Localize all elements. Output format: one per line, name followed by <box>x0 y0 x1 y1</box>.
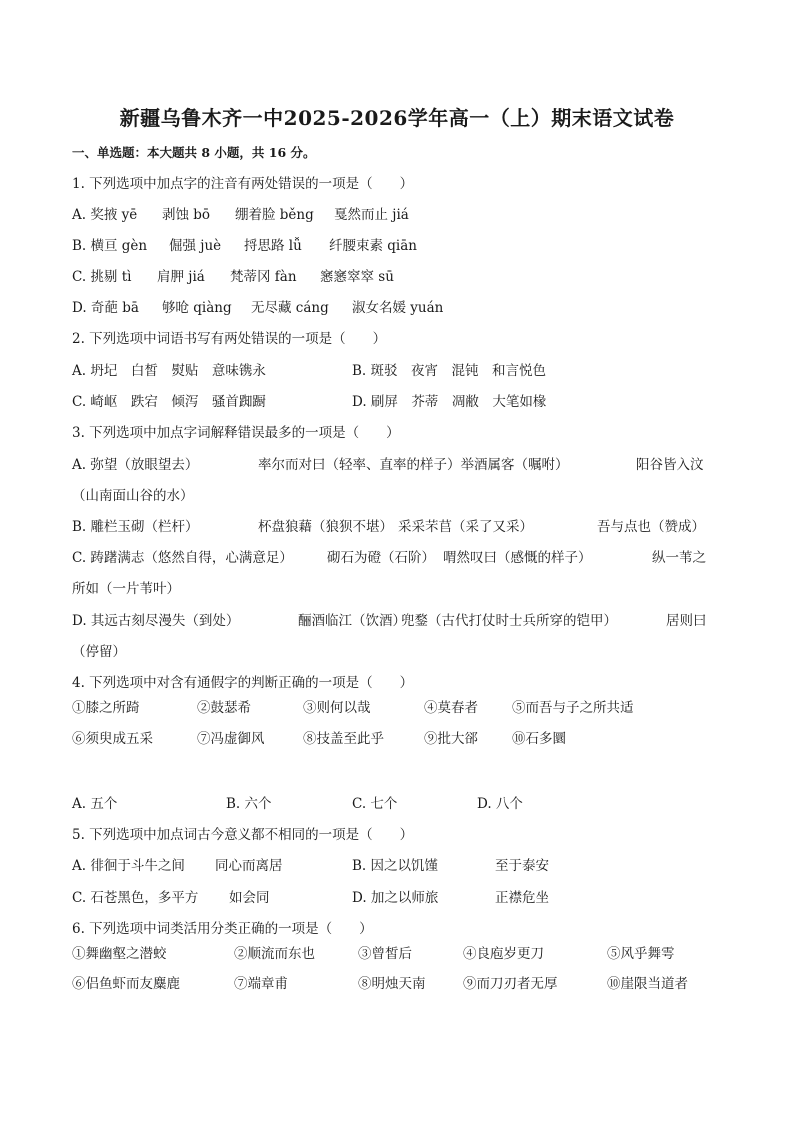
q4-item: ③则何以哉 <box>303 700 371 716</box>
q4-item: ⑨批大郤 <box>424 731 478 747</box>
q4-item: ⑦冯虚御风 <box>197 731 265 747</box>
q3-option-a: A. 弥望（放眼望去） <box>72 457 199 473</box>
q5-option-b: B. 因之以饥馑 <box>352 858 439 874</box>
q1-option-c-item: 梵蒂冈 fàn <box>230 269 297 285</box>
q6-item: ⑦端章甫 <box>234 976 288 992</box>
q3-option-a-item: 阳谷皆入汶 <box>636 457 704 473</box>
q4-item: ⑩石多圜 <box>512 731 566 747</box>
q6-item: ⑨而刀刃者无厚 <box>463 976 558 992</box>
q4-item: ⑤而吾与子之所共适 <box>512 700 634 716</box>
q4-option-b: B. 六个 <box>226 796 272 812</box>
q1-option-c: C. 挑剔 tì <box>72 269 132 285</box>
q3-option-c: C. 踌躇满志（悠然自得，心满意足） <box>72 550 293 566</box>
q3-option-d: D. 其远古刻尽漫失（到处） <box>72 613 240 629</box>
q1-option-c-item: 肩胛 jiá <box>157 269 205 285</box>
q2-option-b: B. 斑驳 夜宵 混钝 和言悦色 <box>352 363 547 379</box>
q1-option-a-item: 剥蚀 bō <box>162 207 211 223</box>
q3-option-c-item: 喟然叹曰（感慨的样子） <box>443 550 592 566</box>
q6-item: ⑩崖限当道者 <box>607 976 688 992</box>
q2-option-d: D. 刷屏 芥蒂 凋敝 大笔如椽 <box>352 394 547 410</box>
question-3-stem: 3. 下列选项中加点字词解释错误最多的一项是（ ） <box>72 425 400 441</box>
q4-option-d: D. 八个 <box>477 796 523 812</box>
q4-item: ①膝之所踦 <box>72 700 140 716</box>
q3-option-c-item: 砌石为磴（石阶） <box>327 550 435 566</box>
q1-option-d-item: 无尽藏 cáng <box>251 300 329 316</box>
q1-option-b-item: 倔强 juè <box>169 238 222 254</box>
question-4-stem: 4. 下列选项中对含有通假字的判断正确的一项是（ ） <box>72 675 414 691</box>
q1-option-b-item: 纤腰束素 qiān <box>329 238 417 254</box>
q3-option-b-item: 吾与点也（赞成） <box>597 519 705 535</box>
q5-option-c: C. 石苍黑色，多平方 <box>72 890 199 906</box>
q1-option-a-item: 戛然而止 jiá <box>334 207 409 223</box>
q1-option-d: D. 奇葩 bā <box>72 300 139 316</box>
q1-option-d-item: 淑女名媛 yuán <box>352 300 444 316</box>
q1-option-b-item: 捋思路 lǚ <box>244 238 302 254</box>
q5-option-d-item: 正襟危坐 <box>495 890 549 906</box>
q6-item: ②顺流而东也 <box>234 946 315 962</box>
q4-item: ⑧技盖至此乎 <box>303 731 384 747</box>
q6-item: ④良庖岁更刀 <box>463 946 544 962</box>
question-6-stem: 6. 下列选项中词类活用分类正确的一项是（ ） <box>72 921 373 937</box>
question-5-stem: 5. 下列选项中加点词古今意义都不相同的一项是（ ） <box>72 827 414 843</box>
q3-option-b: B. 雕栏玉砌（栏杆） <box>72 519 199 535</box>
q3-option-b-item: 采采芣苢（采了又采） <box>398 519 533 535</box>
q1-option-d-item: 够呛 qiàng <box>162 300 232 316</box>
q6-item: ⑥侣鱼虾而友麋鹿 <box>72 976 180 992</box>
q5-option-d: D. 加之以师旅 <box>352 890 439 906</box>
q3-option-d-cont: （停留） <box>72 644 126 660</box>
q6-item: ③曾皙后 <box>358 946 412 962</box>
q3-option-b-item: 杯盘狼藉（狼狈不堪） <box>258 519 393 535</box>
question-2-stem: 2. 下列选项中词语书写有两处错误的一项是（ ） <box>72 331 387 347</box>
q4-item: ②鼓瑟希 <box>197 700 251 716</box>
q6-item: ⑧明烛天南 <box>358 976 426 992</box>
q5-option-a-item: 同心而离居 <box>215 858 283 874</box>
q1-option-c-item: 窸窸窣窣 sū <box>320 269 394 285</box>
question-1-stem: 1. 下列选项中加点字的注音有两处错误的一项是（ ） <box>72 176 414 192</box>
q1-option-a: A. 奖掖 yē <box>72 207 138 223</box>
q5-option-b-item: 至于泰安 <box>495 858 549 874</box>
q1-option-a-item: 绷着脸 běng <box>235 207 314 223</box>
q2-option-a: A. 坍圮 白皙 熨贴 意味镌永 <box>72 363 266 379</box>
q4-item: ⑥须臾成五采 <box>72 731 153 747</box>
q3-option-d-item: 居则曰 <box>666 613 707 629</box>
q3-option-d-item: 兜鍪（古代打仗时士兵所穿的铠甲） <box>401 613 617 629</box>
q6-item: ⑤风乎舞雩 <box>607 946 675 962</box>
q5-option-c-item: 如会同 <box>229 890 270 906</box>
q3-option-d-item: 酾酒临江（饮酒） <box>298 613 406 629</box>
q3-option-c-cont: 所如（一片苇叶） <box>72 581 180 597</box>
q6-item: ①舞幽壑之潜蛟 <box>72 946 167 962</box>
q3-option-a-cont: （山南面山谷的水） <box>72 488 194 504</box>
q4-option-c: C. 七个 <box>352 796 398 812</box>
q3-option-c-item: 纵一苇之 <box>652 550 706 566</box>
q4-option-a: A. 五个 <box>72 796 118 812</box>
q5-option-a: A. 徘徊于斗牛之间 <box>72 858 185 874</box>
exam-title: 新疆乌鲁木齐一中2025-2026学年高一（上）期末语文试卷 <box>119 106 675 130</box>
q2-option-c: C. 崎岖 跌宕 倾泻 骚首踟蹰 <box>72 394 266 410</box>
q4-item: ④莫春者 <box>424 700 478 716</box>
q3-option-a-item: 率尔而对曰（轻率、直率的样子）举酒属客（嘱咐） <box>258 457 569 473</box>
section-heading: 一、单选题：本大题共 8 小题，共 16 分。 <box>72 145 316 160</box>
q1-option-b: B. 横亘 gèn <box>72 238 148 254</box>
